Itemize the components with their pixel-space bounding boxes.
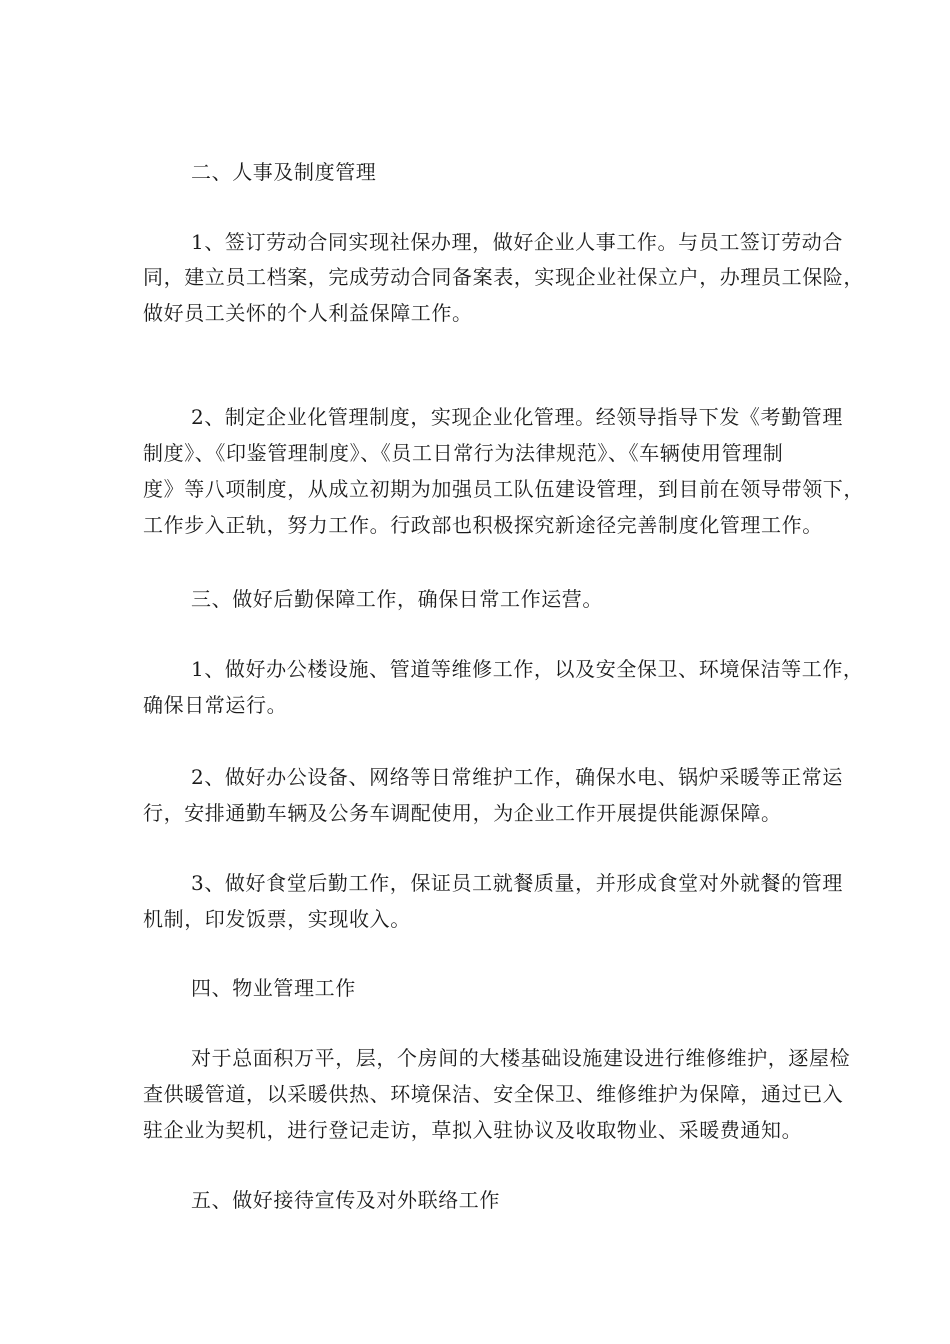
paragraph-line: 3、做好食堂后勤工作，保证员工就餐质量，并形成食堂对外就餐的管理 xyxy=(191,871,843,895)
section-heading-reception: 五、做好接待宣传及对外联络工作 xyxy=(191,1188,500,1212)
section-heading-logistics: 三、做好后勤保障工作，确保日常工作运营。 xyxy=(191,587,603,611)
paragraph-line: 确保日常运行。 xyxy=(143,693,288,717)
paragraph-line: 工作步入正轨，努力工作。行政部也积极探究新途径完善制度化管理工作。 xyxy=(143,513,823,537)
paragraph-line: 做好员工关怀的个人利益保障工作。 xyxy=(143,301,473,325)
paragraph-line: 1、做好办公楼设施、管道等维修工作，以及安全保卫、环境保洁等工作， xyxy=(191,657,864,681)
paragraph-line: 对于总面积万平，层，个房间的大楼基础设施建设进行维修维护，逐屋检 xyxy=(191,1046,851,1070)
paragraph-line: 行，安排通勤车辆及公务车调配使用，为企业工作开展提供能源保障。 xyxy=(143,801,782,825)
paragraph-line: 制度》、《印鉴管理制度》、《员工日常行为法律规范》、《车辆使用管理制 xyxy=(143,441,784,465)
paragraph-line: 2、做好办公设备、网络等日常维护工作，确保水电、锅炉采暖等正常运 xyxy=(191,765,843,789)
paragraph-line: 机制，印发饭票，实现收入。 xyxy=(143,907,411,931)
paragraph-line: 度》等八项制度，从成立初期为加强员工队伍建设管理，到目前在领导带领下， xyxy=(143,477,864,501)
paragraph-line: 同，建立员工档案，完成劳动合同备案表，实现企业社保立户，办理员工保险， xyxy=(143,265,864,289)
paragraph-line: 驻企业为契机，进行登记走访，草拟入驻协议及收取物业、采暖费通知。 xyxy=(143,1118,803,1142)
section-heading-property: 四、物业管理工作 xyxy=(191,976,356,1000)
paragraph-line: 查供暖管道，以采暖供热、环境保洁、安全保卫、维修维护为保障，通过已入 xyxy=(143,1082,844,1106)
section-heading-personnel: 二、人事及制度管理 xyxy=(191,160,377,184)
paragraph-line: 2、制定企业化管理制度，实现企业化管理。经领导指导下发《考勤管理 xyxy=(191,405,843,429)
paragraph-line: 1、签订劳动合同实现社保办理，做好企业人事工作。与员工签订劳动合 xyxy=(191,230,843,254)
